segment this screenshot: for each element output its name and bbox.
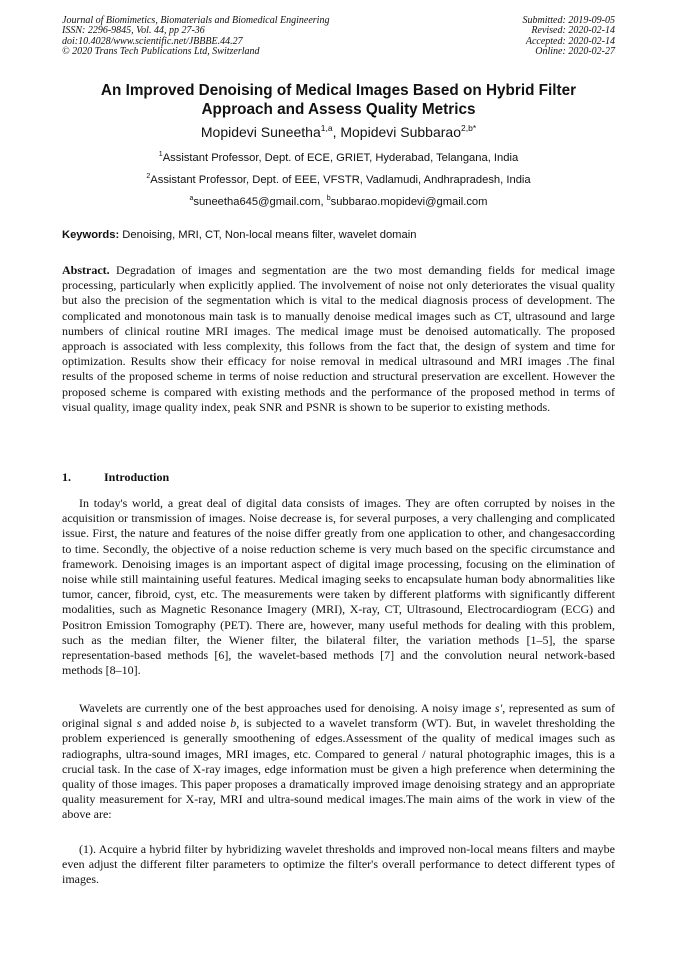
copyright-line: © 2020 Trans Tech Publications Ltd, Switzerland bbox=[62, 46, 260, 58]
journal-name: Journal of Biomimetics, Biomaterials and Biomedical Engineering bbox=[62, 15, 330, 26]
affiliation-1-text: Assistant Professor, Dept. of ECE, GRIET, Hyderabad, Telangana, India bbox=[162, 152, 519, 164]
affiliation-2-mark: 2 bbox=[146, 173, 151, 180]
keywords bbox=[62, 228, 615, 242]
noisy-image-symbol: s′ bbox=[494, 701, 503, 715]
intro-paragraph-2 bbox=[62, 701, 615, 823]
p2-text-c: and added noise bbox=[141, 716, 231, 731]
title-line-1: An Improved Denoising of Medical Images Based on Hybrid Filter bbox=[100, 82, 577, 99]
keywords-text: Denoising, MRI, CT, Non-local means filter, wavelet domain bbox=[119, 229, 417, 241]
keywords-label: Keywords: bbox=[62, 229, 120, 241]
email-a: suneetha645@gmail.com, bbox=[193, 196, 327, 208]
affiliation-2-text: Assistant Professor, Dept. of EEE, VFSTR, Vadlamudi, Andhrapradesh, India bbox=[150, 174, 531, 186]
author-emails bbox=[62, 195, 615, 209]
author-list bbox=[62, 123, 615, 141]
intro-paragraph-3: (1). Acquire a hybrid filter by hybridizing wavelet thresholds and improved non-local means filters and maybe even adjust the different filter parameters to optimize the filter's overall performance to detect different types of images. bbox=[62, 842, 615, 887]
abstract-text: Degradation of images and segmentation are the two most demanding fields for medical image processing, particularly when explicitly applied. The involvement of noise not only deteriorates the visual quality but also the precision of the segmentation which is vital to the medical diagnosis process of development. The complicated and monotonous main task is to manually denoise medical images such as CT, ultrasound and large numbers of clinical routine MRI images. The medical image must be denoised automatically. The proposed approach is associated with less complexity, this follows from the fact that, the design of system and time for optimization. Results show their efficacy for noise removal in medical ultrasound and MRI images .The final results of the proposed scheme in terms of noise reduction and structural preservation are excellent. However the proposed scheme is compared with existing methods and the performance of the proposed method in terms of visual quality, image quality index, peak SNR and PSNR is shown to be superior to existing methods. bbox=[62, 263, 615, 414]
revised-date: Revised: 2020-02-14 bbox=[531, 25, 615, 37]
author-1: Mopidevi Suneetha bbox=[200, 124, 321, 140]
intro-paragraph-1: In today's world, a great deal of digital data consists of images. They are often corrupted by noises in the acquisition or transmission of images. Noise decrease is, for several purposes, a very challenging and complicated issue. First, the nature and features of the noise differ greatly from one application to other, and changesaccording to time. Secondly, the objective of a noise reduction scheme is very much based on the specific circumstance and framework. Denoising images is an important aspect of digital image processing, focusing on the elimination of noise while still maintaining useful features. Medical imaging seeks to encapsulate human body abnormalities like tumor, cancer, fibroid, cyst, etc. The measurements were taken by different platforms with significantly different modalities, such as Magnetic Resonance Imagery (MRI), X-ray, CT, Ultrasound, Electrocardiogram (ECG) and Positron Emission Tomography (PET). There are, however, many useful methods for dealing with this problem, such as the median filter, the Wiener filter, the bilateral filter, the variation methods [1–5], the sparse representation-based methods [6], the wavelet-based methods [7] and the convolution neural network-based methods [8–10]. bbox=[62, 496, 615, 678]
author-2-affil-mark: 2,b* bbox=[461, 123, 477, 133]
online-date: Online: 2020-02-27 bbox=[535, 46, 615, 58]
issn-line: ISSN: 2296-9845, Vol. 44, pp 27-36 bbox=[62, 25, 205, 37]
doi-line: doi:10.4028/www.scientific.net/JBBBE.44.27 bbox=[62, 35, 243, 47]
accepted-date: Accepted: 2020-02-14 bbox=[525, 35, 615, 47]
section-title: Introduction bbox=[104, 470, 170, 484]
p2-text-b: , represented as sum of original signal bbox=[62, 701, 615, 731]
noise-symbol: b bbox=[230, 716, 237, 731]
email-a-mark: a bbox=[189, 195, 194, 202]
journal-header-left bbox=[62, 16, 329, 58]
author-separator: , bbox=[332, 124, 341, 140]
p2-text-a: Wavelets are currently one of the best approaches used for denoising. A noisy image bbox=[79, 701, 495, 715]
section-heading-introduction bbox=[62, 470, 169, 485]
original-signal-symbol: s bbox=[136, 716, 142, 731]
author-2: Mopidevi Subbarao bbox=[340, 124, 461, 140]
author-1-affil-mark: 1,a bbox=[320, 123, 333, 133]
p2-text-d: , is subjected to a wavelet transform (WT). But, in wavelet thresholding the problem experienced is generally smoothening of edges.Assessment of the quality of medical images such as radiographs, ultra-sound images, MRI images, etc. Compared to general / natural photographic images, this is a crucial task. In the case of X-ray images, edge information must be given a high preference when determining the quality of those images. This paper proposes a dramatically improved image denoising strategy and an appropriate quality measurement for X-ray, MRI and ultra-sound medical images.The main aims of the work in view of the above are: bbox=[62, 716, 616, 822]
affiliation-1 bbox=[62, 151, 615, 165]
title-line-2: Approach and Assess Quality Metrics bbox=[201, 101, 476, 118]
paper-title bbox=[62, 81, 615, 119]
email-b: subbarao.mopidevi@gmail.com bbox=[330, 196, 488, 208]
journal-header-right bbox=[523, 16, 616, 58]
affiliation-2 bbox=[62, 173, 615, 187]
affiliation-1-mark: 1 bbox=[158, 151, 163, 158]
section-number: 1. bbox=[62, 470, 71, 484]
submitted-date: Submitted: 2019-09-05 bbox=[522, 15, 615, 26]
email-b-mark: b bbox=[326, 195, 331, 202]
abstract bbox=[62, 263, 615, 415]
abstract-label: Abstract. bbox=[62, 263, 110, 277]
